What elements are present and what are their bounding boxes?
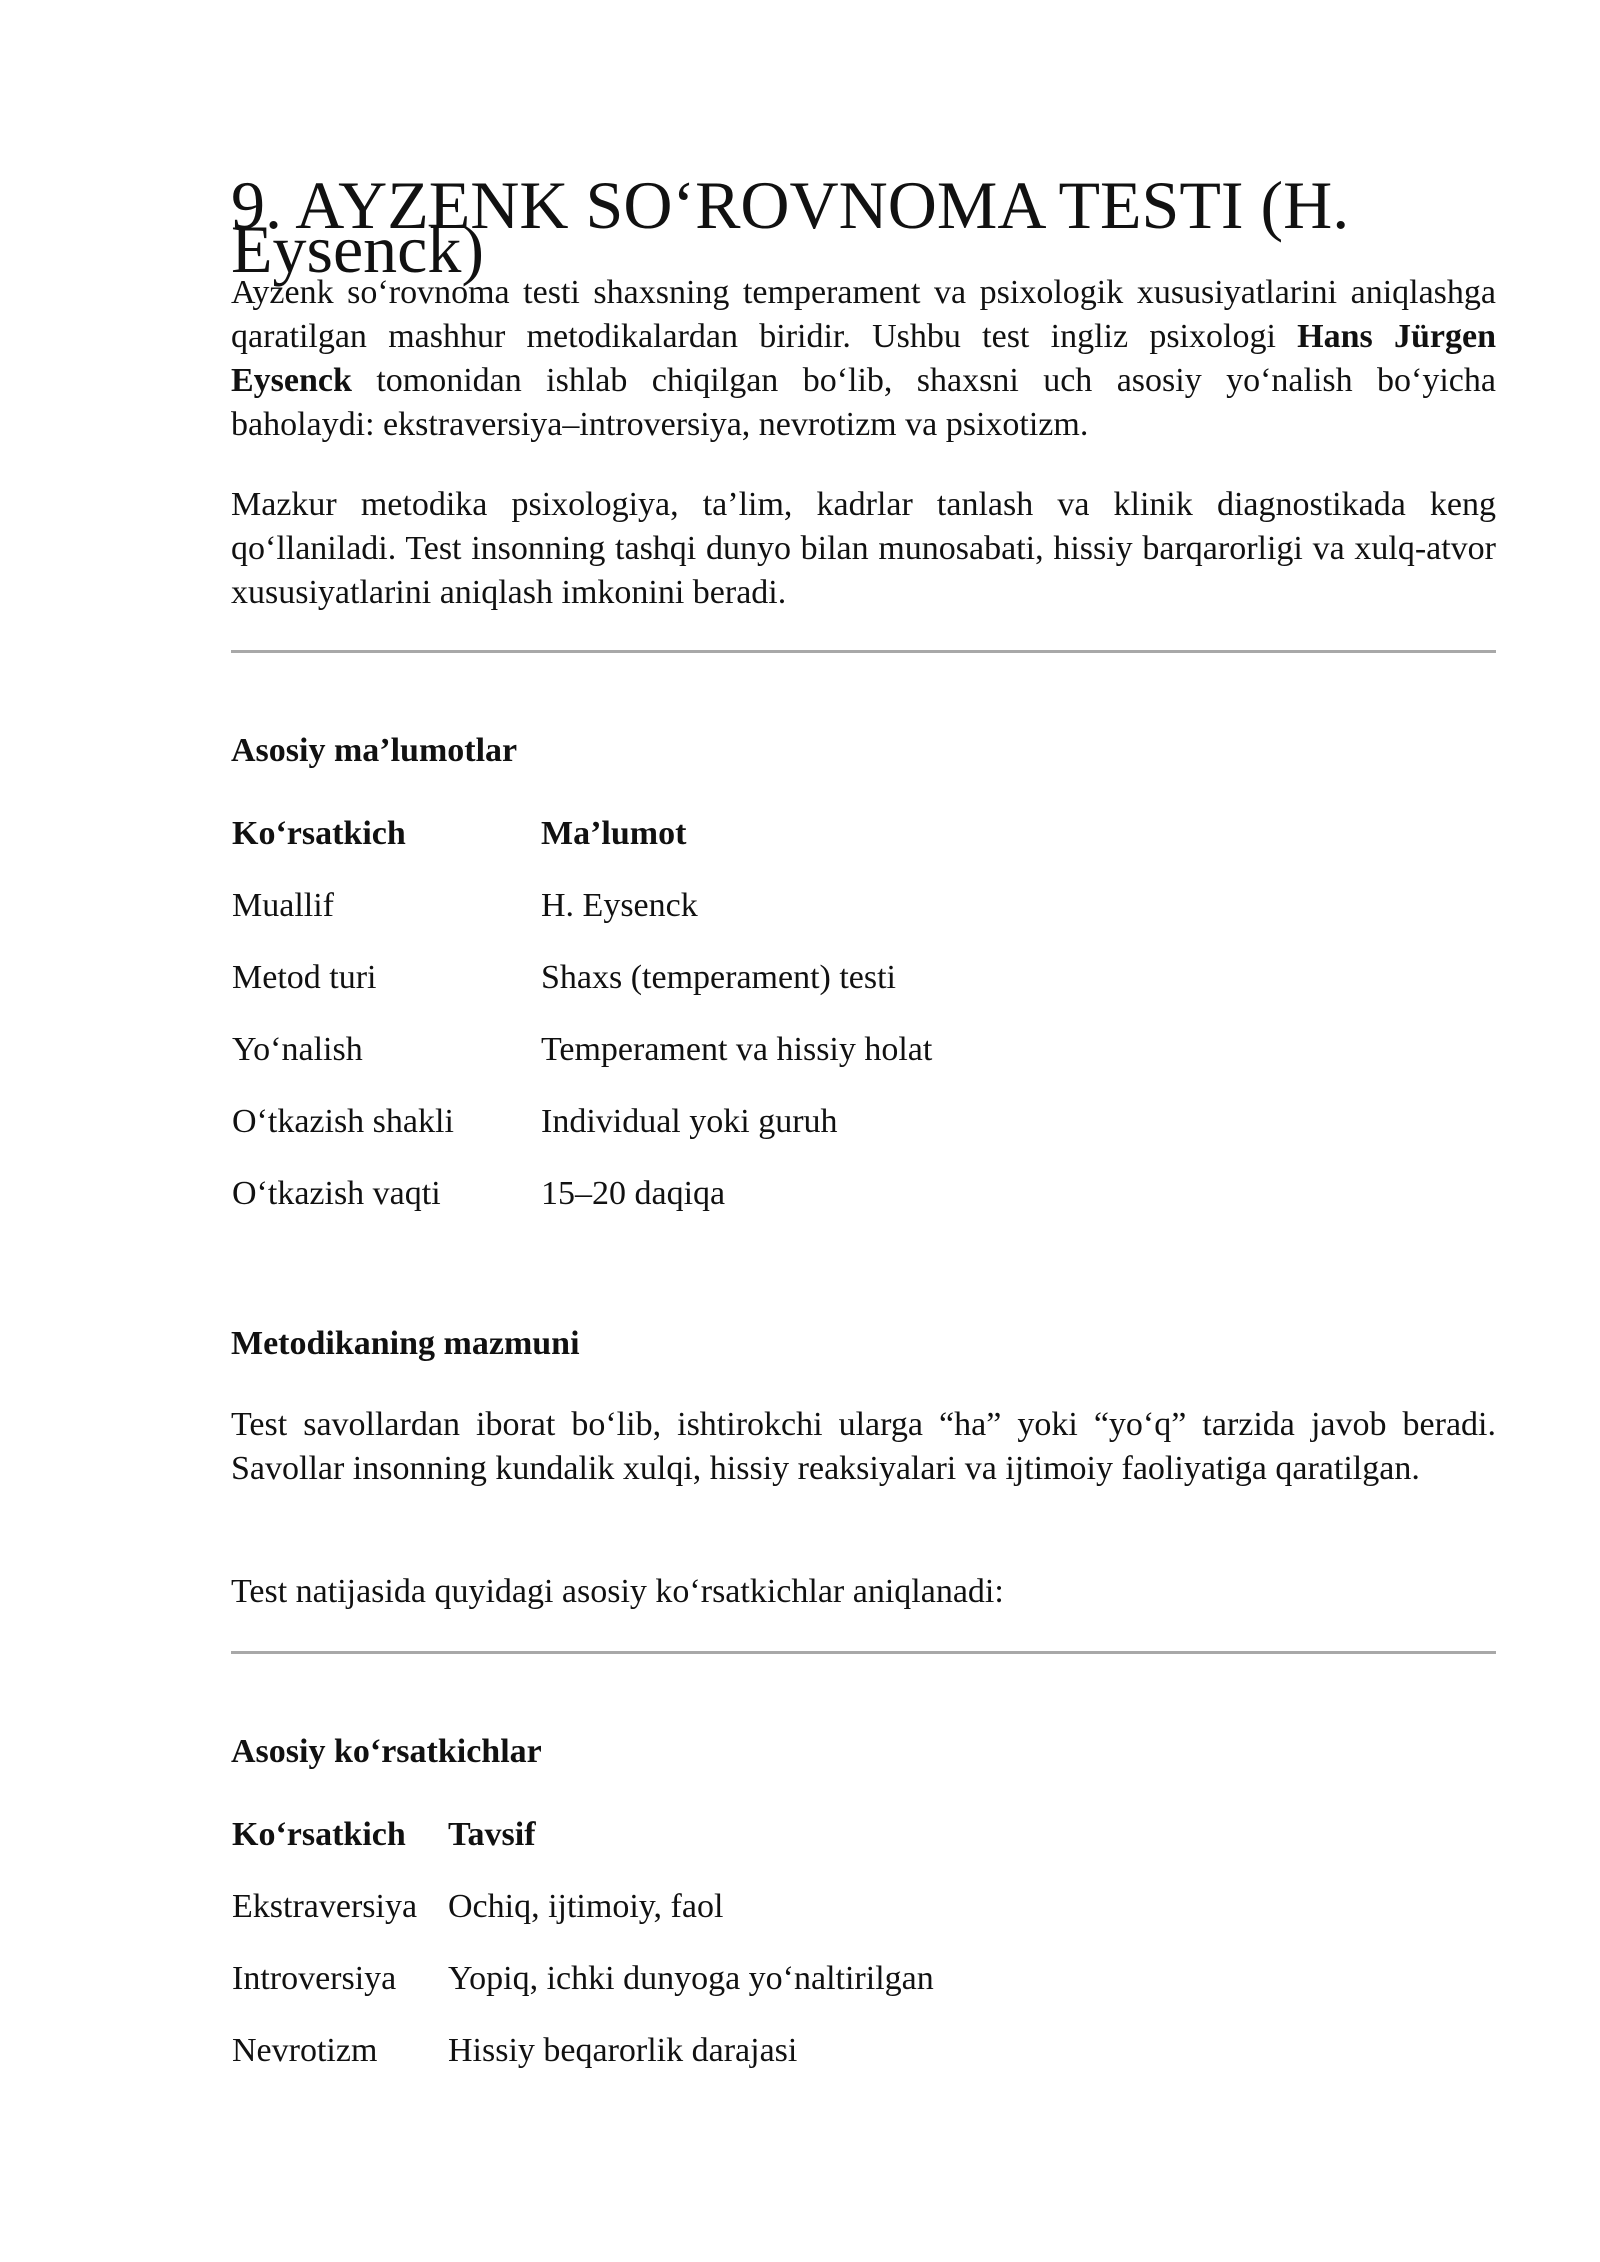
- author-name: Hans Jürgen Eysenck: [231, 318, 1496, 399]
- intro-text-part1: Ayzenk so‘rovnoma testi shaxsning temperament va psixologik xususiyatlarini aniqlashga qaratilgan mashhur metodikalardan biridir. Ushbu test ingliz psixologi: [231, 274, 1496, 355]
- table-header-cell: Ko‘rsatkich: [232, 815, 406, 852]
- table-cell-value: H. Eysenck: [541, 887, 698, 924]
- table-header-cell: Tavsif: [448, 1816, 536, 1853]
- table-cell-value: Temperament va hissiy holat: [541, 1031, 933, 1068]
- table-cell-value: Individual yoki guruh: [541, 1103, 838, 1140]
- document-title: 9. AYZENK SO‘ROVNOMA TESTI (H. Eysenck): [231, 167, 1350, 287]
- table-cell-label: Nevrotizm: [232, 2032, 378, 2069]
- section-divider: [231, 1651, 1496, 1654]
- basic-info-heading: Asosiy ma’lumotlar: [231, 732, 518, 769]
- table-cell-value: Ochiq, ijtimoiy, faol: [448, 1888, 724, 1925]
- content-paragraph: Test savollardan iborat bo‘lib, ishtirokchi ularga “ha” yoki “yo‘q” tarzida javob beradi. Savollar insonning kundalik xulqi, hissiy reaksiyalari va ijtimoiy faoliyatiga qaratilgan.: [231, 1406, 1496, 1487]
- table-cell-label: Metod turi: [232, 959, 377, 996]
- section-divider: [231, 650, 1496, 653]
- table-cell-label: O‘tkazish vaqti: [232, 1175, 441, 1212]
- table-cell-label: Yo‘nalish: [232, 1031, 363, 1068]
- table-cell-value: Hissiy beqarorlik darajasi: [448, 2032, 798, 2069]
- table-header-cell: Ko‘rsatkich: [232, 1816, 406, 1853]
- table-cell-value: Shaxs (temperament) testi: [541, 959, 897, 996]
- intro-paragraph: [231, 271, 1496, 447]
- table-cell-label: Ekstraversiya: [232, 1888, 418, 1925]
- table-cell-label: Muallif: [232, 887, 334, 924]
- usage-paragraph: Mazkur metodika psixologiya, ta’lim, kadrlar tanlash va klinik diagnostikada keng qo‘llaniladi. Test insonning tashqi dunyo bilan munosabati, hissiy barqarorligi va xulq-atvor xususiyatlarini aniqlash imkonini beradi.: [231, 486, 1496, 611]
- document-page: [231, 0, 1496, 2262]
- table-header-cell: Ma’lumot: [541, 815, 687, 852]
- content-section-heading: Metodikaning mazmuni: [231, 1325, 580, 1362]
- indicators-heading: Asosiy ko‘rsatkichlar: [231, 1733, 542, 1770]
- results-intro-paragraph: Test natijasida quyidagi asosiy ko‘rsatkichlar aniqlanadi:: [231, 1573, 1004, 1610]
- intro-text-part2: tomonidan ishlab chiqilgan bo‘lib, shaxsni uch asosiy yo‘nalish bo‘yicha baholaydi: ekstraversiya–introversiya, nevrotizm va psixotizm.: [231, 362, 1496, 443]
- table-cell-label: Introversiya: [232, 1960, 397, 1997]
- table-cell-value: Yopiq, ichki dunyoga yo‘naltirilgan: [448, 1960, 934, 1997]
- table-cell-label: O‘tkazish shakli: [232, 1103, 454, 1140]
- table-cell-value: 15–20 daqiqa: [541, 1175, 726, 1212]
